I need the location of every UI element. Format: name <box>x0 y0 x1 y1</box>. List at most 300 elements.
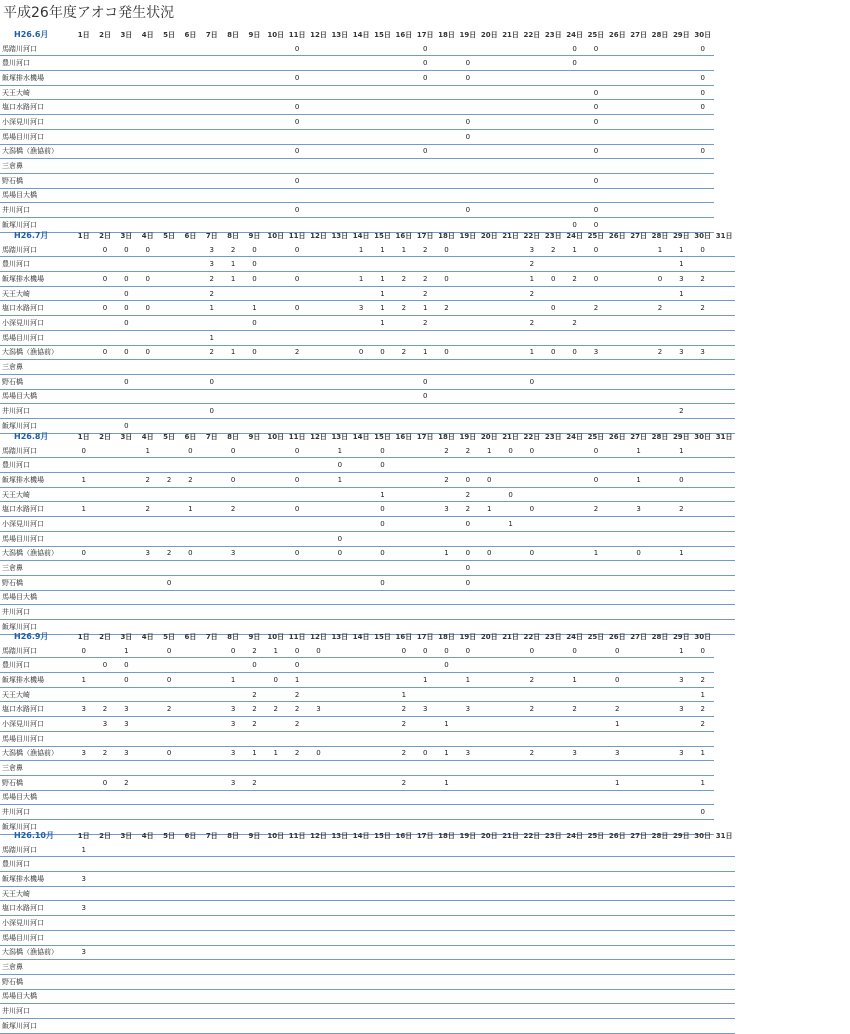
level-cell <box>94 989 115 1004</box>
level-cell <box>564 71 585 86</box>
level-cell <box>222 687 243 702</box>
level-cell <box>372 746 393 761</box>
day-header: 4日 <box>141 632 154 641</box>
level-cell <box>671 775 692 790</box>
day-header: 30日 <box>694 632 712 641</box>
location-name: 馬場目川河口 <box>0 930 73 945</box>
level-cell <box>73 129 94 144</box>
level-cell: 1 <box>692 687 714 702</box>
level-cell <box>436 731 457 746</box>
level-cell <box>500 673 521 688</box>
level-cell <box>671 731 692 746</box>
level-cell <box>308 687 329 702</box>
table-row <box>0 857 735 872</box>
level-cell <box>521 301 542 316</box>
location-name: 小深見川河口 <box>0 316 73 331</box>
level-cell <box>457 531 478 546</box>
level-cell <box>500 945 521 960</box>
month-label: H26.7月 <box>14 231 49 241</box>
level-cell <box>73 531 94 546</box>
level-cell <box>393 658 414 673</box>
level-cell <box>94 1004 115 1019</box>
level-cell: 0 <box>372 546 393 561</box>
level-cell <box>244 872 265 887</box>
table-row <box>0 886 735 901</box>
level-cell <box>713 575 735 590</box>
level-cell <box>137 71 158 86</box>
level-cell <box>607 272 628 287</box>
level-cell <box>393 404 414 419</box>
location-name: 馬場目大橋 <box>0 590 73 605</box>
day-header: 21日 <box>502 30 519 39</box>
level-cell <box>286 316 307 331</box>
level-cell <box>329 330 350 345</box>
level-cell <box>521 761 542 776</box>
level-cell <box>137 775 158 790</box>
level-cell <box>671 805 692 820</box>
level-cell <box>116 872 137 887</box>
level-cell <box>308 188 329 203</box>
level-cell <box>628 56 649 71</box>
level-cell <box>415 458 436 473</box>
level-cell <box>393 673 414 688</box>
level-cell <box>457 188 478 203</box>
level-cell <box>137 960 158 975</box>
level-cell <box>628 173 649 188</box>
level-cell <box>713 487 735 502</box>
level-cell <box>585 590 606 605</box>
level-cell <box>158 790 179 805</box>
day-header: 9日 <box>248 831 261 840</box>
level-cell <box>201 115 222 130</box>
level-cell <box>308 605 329 620</box>
level-cell <box>436 374 457 389</box>
location-name: 馬踏川河口 <box>0 243 73 257</box>
location-name: 大潟橋（漁協前） <box>0 945 73 960</box>
level-cell <box>137 746 158 761</box>
location-name: 飯塚川河口 <box>0 1018 73 1033</box>
level-cell: 1 <box>372 272 393 287</box>
level-cell <box>94 129 115 144</box>
level-cell: 0 <box>521 644 542 658</box>
level-cell <box>649 872 670 887</box>
level-cell <box>265 731 286 746</box>
level-cell: 0 <box>415 389 436 404</box>
level-cell <box>585 575 606 590</box>
level-cell <box>201 517 222 532</box>
level-cell: 0 <box>180 444 201 458</box>
day-header: 28日 <box>651 231 669 240</box>
level-cell <box>457 85 478 100</box>
level-cell <box>436 286 457 301</box>
level-cell: 2 <box>692 673 714 688</box>
level-cell <box>500 129 521 144</box>
level-cell <box>628 687 649 702</box>
level-cell <box>308 159 329 174</box>
level-cell <box>564 487 585 502</box>
level-cell <box>500 790 521 805</box>
level-cell <box>116 546 137 561</box>
level-cell: 0 <box>116 418 137 433</box>
level-cell <box>286 56 307 71</box>
level-cell <box>607 658 628 673</box>
table-row <box>0 330 735 345</box>
level-cell <box>415 687 436 702</box>
level-cell <box>180 989 201 1004</box>
level-cell <box>692 286 713 301</box>
level-cell <box>692 590 713 605</box>
level-cell <box>649 129 670 144</box>
level-cell <box>628 960 649 975</box>
level-cell <box>649 761 670 776</box>
level-cell <box>244 502 265 517</box>
location-name: 飯塚川河口 <box>0 819 73 834</box>
level-cell <box>308 444 329 458</box>
level-cell <box>244 374 265 389</box>
level-cell <box>265 872 286 887</box>
table-row <box>0 188 714 203</box>
level-cell <box>201 561 222 576</box>
level-cell <box>692 605 713 620</box>
level-cell: 0 <box>116 301 137 316</box>
level-cell <box>308 1018 329 1033</box>
level-cell: 0 <box>244 658 265 673</box>
level-cell: 0 <box>286 546 307 561</box>
level-cell <box>500 605 521 620</box>
level-cell <box>713 960 735 975</box>
level-cell <box>607 687 628 702</box>
level-cell <box>415 188 436 203</box>
level-cell <box>180 389 201 404</box>
level-cell <box>415 843 436 857</box>
level-cell <box>158 761 179 776</box>
level-cell <box>564 989 585 1004</box>
level-cell: 0 <box>286 173 307 188</box>
level-cell <box>158 301 179 316</box>
level-cell <box>479 1018 500 1033</box>
level-cell <box>222 301 243 316</box>
level-cell <box>671 989 692 1004</box>
level-cell <box>158 916 179 931</box>
level-cell <box>628 188 649 203</box>
level-cell: 2 <box>521 673 542 688</box>
day-header: 28日 <box>651 30 669 39</box>
level-cell <box>265 286 286 301</box>
level-cell <box>521 805 542 820</box>
level-cell <box>201 502 222 517</box>
table-row <box>0 404 735 419</box>
level-cell <box>201 188 222 203</box>
location-name: 塩口水路河口 <box>0 301 73 316</box>
level-cell <box>479 605 500 620</box>
level-cell <box>94 843 115 857</box>
level-cell <box>180 857 201 872</box>
location-name: 三倉鼻 <box>0 360 73 375</box>
level-cell <box>479 374 500 389</box>
day-header: 28日 <box>651 831 669 840</box>
level-cell <box>628 345 649 360</box>
level-cell <box>265 717 286 732</box>
level-cell <box>94 85 115 100</box>
level-cell <box>585 687 606 702</box>
level-cell <box>564 1004 585 1019</box>
level-cell: 0 <box>116 243 137 257</box>
level-cell <box>180 731 201 746</box>
level-cell <box>713 301 735 316</box>
level-cell <box>607 159 628 174</box>
level-cell <box>244 517 265 532</box>
level-cell <box>543 746 564 761</box>
level-cell <box>73 374 94 389</box>
level-cell <box>286 360 307 375</box>
level-cell <box>329 144 350 159</box>
day-header: 6日 <box>184 632 197 641</box>
level-cell: 1 <box>73 673 94 688</box>
month-table <box>0 430 735 635</box>
level-cell: 0 <box>73 546 94 561</box>
level-cell <box>479 886 500 901</box>
level-cell <box>500 1018 521 1033</box>
level-cell <box>201 458 222 473</box>
level-cell <box>564 301 585 316</box>
level-cell: 3 <box>201 243 222 257</box>
level-cell: 1 <box>671 546 692 561</box>
level-cell <box>372 404 393 419</box>
level-cell: 0 <box>73 644 94 658</box>
day-header: 30日 <box>694 30 712 39</box>
level-cell: 2 <box>564 702 585 717</box>
level-cell <box>158 945 179 960</box>
level-cell <box>415 115 436 130</box>
level-cell <box>521 945 542 960</box>
level-cell <box>372 843 393 857</box>
level-cell <box>286 916 307 931</box>
day-header: 5日 <box>163 30 175 39</box>
level-cell <box>137 115 158 130</box>
level-cell <box>116 989 137 1004</box>
level-cell <box>265 42 286 56</box>
level-cell: 0 <box>116 345 137 360</box>
level-cell <box>479 746 500 761</box>
level-cell <box>73 590 94 605</box>
level-cell <box>607 916 628 931</box>
level-cell <box>350 746 371 761</box>
level-cell <box>372 658 393 673</box>
level-cell <box>607 546 628 561</box>
level-cell: 0 <box>585 173 606 188</box>
level-cell <box>564 575 585 590</box>
level-cell <box>585 159 606 174</box>
level-cell <box>564 658 585 673</box>
level-cell <box>713 272 735 287</box>
level-cell <box>222 901 243 916</box>
level-cell: 0 <box>158 644 179 658</box>
day-header: 3日 <box>120 231 133 240</box>
level-cell <box>415 775 436 790</box>
level-cell <box>564 531 585 546</box>
level-cell <box>222 843 243 857</box>
level-cell: 0 <box>94 272 115 287</box>
level-cell <box>350 502 371 517</box>
day-header: 27日 <box>630 231 647 240</box>
level-cell <box>350 360 371 375</box>
level-cell <box>415 974 436 989</box>
level-cell <box>94 316 115 331</box>
level-cell <box>436 916 457 931</box>
location-name: 塩口水路河口 <box>0 702 73 717</box>
level-cell: 0 <box>436 658 457 673</box>
level-cell <box>265 775 286 790</box>
level-cell <box>201 673 222 688</box>
level-cell <box>393 805 414 820</box>
level-cell <box>671 658 692 673</box>
level-cell: 0 <box>137 272 158 287</box>
table-row <box>0 389 735 404</box>
table-row <box>0 974 735 989</box>
level-cell: 0 <box>628 546 649 561</box>
level-cell: 1 <box>607 717 628 732</box>
level-cell <box>607 56 628 71</box>
level-cell <box>521 531 542 546</box>
level-cell <box>543 857 564 872</box>
level-cell <box>393 42 414 56</box>
level-cell <box>628 605 649 620</box>
level-cell <box>564 605 585 620</box>
day-header: 1日 <box>77 30 90 39</box>
day-header: 25日 <box>587 231 605 240</box>
level-cell <box>649 857 670 872</box>
level-cell <box>479 717 500 732</box>
level-cell <box>415 129 436 144</box>
level-cell <box>543 1018 564 1033</box>
level-cell <box>265 85 286 100</box>
level-cell <box>158 42 179 56</box>
level-cell <box>286 857 307 872</box>
level-cell <box>607 345 628 360</box>
table-row <box>0 673 714 688</box>
level-cell <box>607 974 628 989</box>
level-cell <box>649 389 670 404</box>
table-row <box>0 173 714 188</box>
level-cell <box>244 805 265 820</box>
level-cell <box>564 374 585 389</box>
level-cell <box>329 731 350 746</box>
level-cell <box>116 916 137 931</box>
level-cell: 0 <box>116 286 137 301</box>
level-cell <box>479 487 500 502</box>
level-cell: 3 <box>116 702 137 717</box>
level-cell <box>415 761 436 776</box>
level-cell <box>415 404 436 419</box>
level-cell <box>415 257 436 272</box>
day-header: 22日 <box>523 432 541 441</box>
level-cell <box>158 531 179 546</box>
table-row <box>0 56 714 71</box>
level-cell <box>500 272 521 287</box>
level-cell: 0 <box>286 272 307 287</box>
level-cell: 2 <box>415 272 436 287</box>
level-cell <box>265 330 286 345</box>
level-cell <box>286 945 307 960</box>
level-cell <box>415 590 436 605</box>
level-cell <box>692 188 714 203</box>
level-cell <box>671 71 692 86</box>
level-cell <box>692 872 713 887</box>
level-cell <box>94 872 115 887</box>
level-cell <box>521 901 542 916</box>
level-cell <box>393 159 414 174</box>
level-cell <box>671 561 692 576</box>
level-cell <box>692 561 713 576</box>
level-cell <box>94 203 115 218</box>
level-cell <box>244 575 265 590</box>
level-cell <box>585 129 606 144</box>
level-cell <box>564 115 585 130</box>
level-cell <box>564 458 585 473</box>
level-cell <box>564 129 585 144</box>
level-cell <box>692 1018 713 1033</box>
level-cell <box>329 1018 350 1033</box>
level-cell <box>308 173 329 188</box>
level-cell <box>649 487 670 502</box>
level-cell <box>479 731 500 746</box>
level-cell <box>479 901 500 916</box>
level-cell <box>649 42 670 56</box>
level-cell <box>607 286 628 301</box>
level-cell <box>137 872 158 887</box>
level-cell <box>393 473 414 488</box>
month-label: H26.10月 <box>14 831 54 841</box>
table-row <box>0 444 735 458</box>
level-cell <box>94 144 115 159</box>
level-cell <box>350 458 371 473</box>
table-row <box>0 930 735 945</box>
level-cell <box>543 71 564 86</box>
level-cell: 1 <box>393 687 414 702</box>
level-cell <box>137 487 158 502</box>
level-cell <box>671 330 692 345</box>
level-cell <box>500 746 521 761</box>
level-cell <box>500 960 521 975</box>
level-cell <box>350 444 371 458</box>
level-cell <box>393 502 414 517</box>
location-name: 天王大崎 <box>0 886 73 901</box>
level-cell: 0 <box>201 404 222 419</box>
level-cell: 0 <box>415 374 436 389</box>
location-name: 大潟橋（漁協前） <box>0 746 73 761</box>
level-cell <box>329 203 350 218</box>
level-cell <box>585 644 606 658</box>
table-row <box>0 374 735 389</box>
level-cell <box>201 857 222 872</box>
level-cell <box>415 805 436 820</box>
level-cell <box>436 115 457 130</box>
level-cell <box>329 71 350 86</box>
level-cell <box>244 989 265 1004</box>
level-cell <box>500 886 521 901</box>
level-cell <box>628 974 649 989</box>
level-cell <box>73 458 94 473</box>
level-cell <box>500 974 521 989</box>
level-cell <box>649 687 670 702</box>
month-table <box>0 229 735 434</box>
level-cell <box>607 945 628 960</box>
level-cell: 0 <box>543 301 564 316</box>
level-cell <box>713 1004 735 1019</box>
level-cell <box>436 316 457 331</box>
level-cell <box>649 775 670 790</box>
level-cell <box>244 487 265 502</box>
